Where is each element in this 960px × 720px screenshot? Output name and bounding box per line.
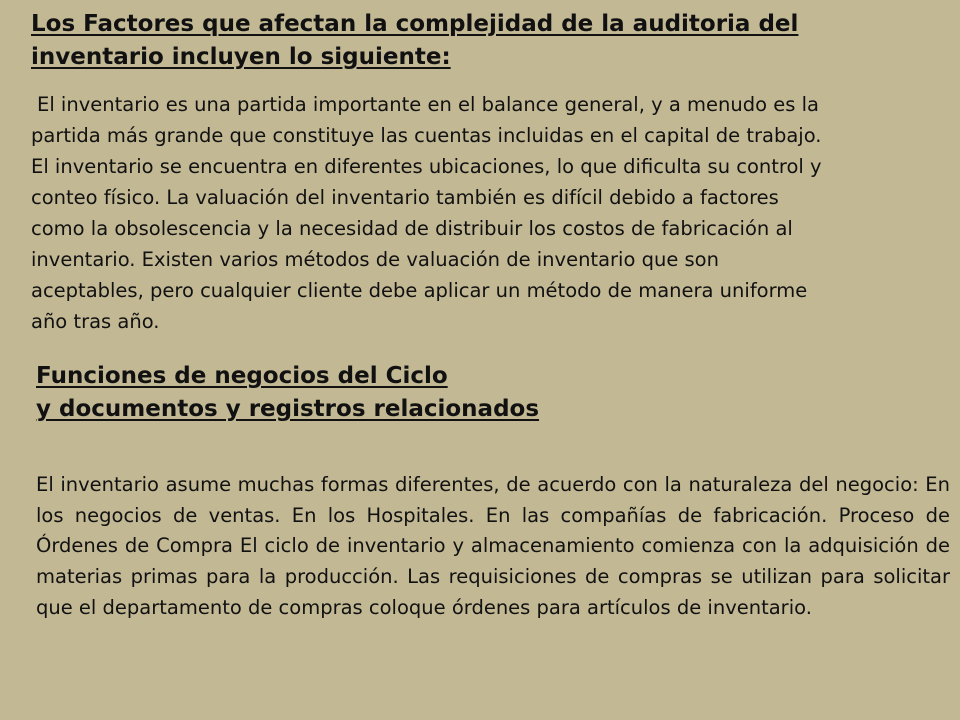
paragraph-line: aceptables, pero cualquier cliente debe aplicar un método de manera uniforme bbox=[31, 279, 808, 302]
paragraph-line: partida más grande que constituye las cuentas incluidas en el capital de trabajo. bbox=[31, 124, 822, 147]
title-line: Funciones de negocios del Ciclo bbox=[36, 363, 448, 389]
title-line: Los Factores que afectan la complejidad de la auditoria del bbox=[31, 11, 799, 37]
section-title-complexity bbox=[31, 8, 911, 74]
paragraph-line: conteo físico. La valuación del inventario también es difícil debido a factores bbox=[31, 186, 779, 209]
paragraph-line: año tras año. bbox=[31, 310, 160, 333]
paragraph-line: El inventario es una partida importante en el balance general, y a menudo es la bbox=[37, 93, 819, 116]
business-functions-paragraph: El inventario asume muchas formas diferentes, de acuerdo con la naturaleza del negocio: En los negocios de ventas. En los Hospitales. En las compañías de fabricación. Proceso de Órdenes de Compra El ciclo de inventario y almacenamiento comienza con la adquisición de materias primas para la producción. Las requisiciones de compras se utilizan para solicitar que el departamento de compras coloque órdenes para artículos de inventario. bbox=[36, 473, 950, 619]
title-line: inventario incluyen lo siguiente: bbox=[31, 44, 451, 70]
title-line: y documentos y registros relacionados bbox=[36, 396, 540, 422]
paragraph-line: inventario. Existen varios métodos de valuación de inventario que son bbox=[31, 248, 719, 271]
paragraph-line: como la obsolescencia y la necesidad de distribuir los costos de fabricación al bbox=[31, 217, 793, 240]
section-title-business-functions bbox=[36, 360, 916, 426]
paragraph-line: El inventario se encuentra en diferentes ubicaciones, lo que dificulta su control y bbox=[31, 155, 822, 178]
